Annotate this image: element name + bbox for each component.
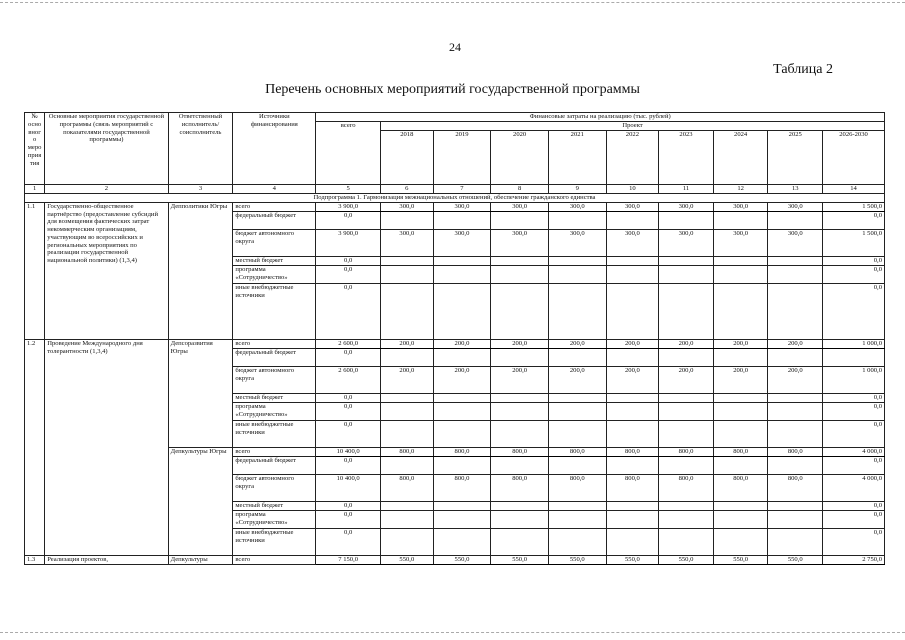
amount-cell: 0,0 bbox=[823, 510, 885, 528]
amount-cell: 800,0 bbox=[659, 474, 714, 501]
source-label: федеральный бюджет bbox=[233, 348, 316, 366]
amount-cell: 800,0 bbox=[659, 447, 714, 456]
header-num: № осно вног о меро прия тия bbox=[25, 113, 45, 185]
amount-cell: 0,0 bbox=[316, 456, 381, 474]
amount-cell: 0,0 bbox=[316, 348, 381, 366]
amount-cell: 0,0 bbox=[823, 393, 885, 402]
header-year: 2022 bbox=[606, 131, 659, 185]
amount-cell: 1 500,0 bbox=[823, 229, 885, 256]
amount-cell: 0,0 bbox=[316, 393, 381, 402]
amount-cell: 300,0 bbox=[491, 229, 549, 256]
amount-cell: 10 400,0 bbox=[316, 474, 381, 501]
amount-cell: 800,0 bbox=[606, 447, 659, 456]
col-number: 6 bbox=[381, 185, 434, 194]
col-number: 9 bbox=[548, 185, 606, 194]
amount-cell: 800,0 bbox=[548, 447, 606, 456]
amount-cell: 300,0 bbox=[433, 229, 491, 256]
amount-cell: 300,0 bbox=[713, 202, 768, 211]
amount-cell: 4 000,0 bbox=[823, 474, 885, 501]
activity-name: Проведение Международного дня толерантности (1,3,4) bbox=[45, 339, 168, 555]
amount-cell: 550,0 bbox=[381, 555, 434, 564]
amount-cell: 300,0 bbox=[768, 202, 823, 211]
amount-cell: 3 900,0 bbox=[316, 229, 381, 256]
amount-cell: 200,0 bbox=[713, 366, 768, 393]
col-number: 3 bbox=[168, 185, 233, 194]
amount-cell: 200,0 bbox=[381, 366, 434, 393]
amount-cell: 200,0 bbox=[548, 366, 606, 393]
amount-cell: 7 150,0 bbox=[316, 555, 381, 564]
source-label: местный бюджет bbox=[233, 256, 316, 265]
source-label: программа «Сотрудничество» bbox=[233, 265, 316, 283]
header-source: Источники финансирования bbox=[233, 113, 316, 185]
amount-cell: 800,0 bbox=[381, 447, 434, 456]
amount-cell: 2 750,0 bbox=[823, 555, 885, 564]
amount-cell: 550,0 bbox=[433, 555, 491, 564]
row-number: 1.3 bbox=[25, 555, 45, 564]
amount-cell: 0,0 bbox=[823, 256, 885, 265]
amount-cell: 0,0 bbox=[316, 528, 381, 555]
col-number: 5 bbox=[316, 185, 381, 194]
activity-name: Государственно-общественное партнёрство (предоставление субсидий для возмещения фактических затрат некоммерческим организациям, участвующим во всероссийских и региональных мероприятиях по реализации государственной национальной политики) (1,3,4) bbox=[45, 202, 168, 339]
amount-cell: 300,0 bbox=[713, 229, 768, 256]
amount-cell: 0,0 bbox=[823, 265, 885, 283]
source-label: местный бюджет bbox=[233, 393, 316, 402]
amount-cell: 200,0 bbox=[768, 366, 823, 393]
source-label: всего bbox=[233, 339, 316, 348]
source-label: местный бюджет bbox=[233, 501, 316, 510]
amount-cell: 550,0 bbox=[713, 555, 768, 564]
amount-cell: 2 600,0 bbox=[316, 366, 381, 393]
header-financing: Финансовые затраты на реализацию (тыс. рублей) bbox=[316, 113, 885, 122]
source-label: иные внебюджетные источники bbox=[233, 420, 316, 447]
amount-cell: 0,0 bbox=[316, 510, 381, 528]
source-label: федеральный бюджет bbox=[233, 456, 316, 474]
source-label: бюджет автономного округа bbox=[233, 474, 316, 501]
amount-cell: 300,0 bbox=[659, 202, 714, 211]
amount-cell: 1 000,0 bbox=[823, 339, 885, 348]
page-bottom-edge bbox=[0, 632, 905, 634]
col-number: 8 bbox=[491, 185, 549, 194]
col-number: 2 bbox=[45, 185, 168, 194]
amount-cell: 200,0 bbox=[606, 366, 659, 393]
amount-cell: 300,0 bbox=[659, 229, 714, 256]
header-year: 2021 bbox=[548, 131, 606, 185]
amount-cell: 0,0 bbox=[316, 501, 381, 510]
amount-cell: 0,0 bbox=[823, 283, 885, 339]
executor-name: Депсоразвития Югры bbox=[168, 339, 233, 447]
source-label: бюджет автономного округа bbox=[233, 366, 316, 393]
amount-cell: 200,0 bbox=[491, 339, 549, 348]
amount-cell: 550,0 bbox=[606, 555, 659, 564]
amount-cell: 300,0 bbox=[548, 229, 606, 256]
table-label: Таблица 2 bbox=[773, 62, 833, 77]
source-label: программа «Сотрудничество» bbox=[233, 510, 316, 528]
header-year: 2023 bbox=[659, 131, 714, 185]
amount-cell: 3 900,0 bbox=[316, 202, 381, 211]
amount-cell: 300,0 bbox=[381, 229, 434, 256]
executor-name: Депкультуры Югры bbox=[168, 447, 233, 555]
amount-cell: 200,0 bbox=[768, 339, 823, 348]
amount-cell: 300,0 bbox=[491, 202, 549, 211]
amount-cell: 0,0 bbox=[316, 402, 381, 420]
amount-cell: 800,0 bbox=[713, 447, 768, 456]
col-number: 4 bbox=[233, 185, 316, 194]
row-number: 1.2 bbox=[25, 339, 45, 555]
col-number: 12 bbox=[713, 185, 768, 194]
amount-cell: 0,0 bbox=[823, 420, 885, 447]
amount-cell: 800,0 bbox=[381, 474, 434, 501]
amount-cell: 800,0 bbox=[433, 474, 491, 501]
amount-cell: 0,0 bbox=[316, 211, 381, 229]
amount-cell: 800,0 bbox=[548, 474, 606, 501]
amount-cell: 0,0 bbox=[823, 456, 885, 474]
source-label: программа «Сотрудничество» bbox=[233, 402, 316, 420]
source-label: всего bbox=[233, 202, 316, 211]
amount-cell: 800,0 bbox=[713, 474, 768, 501]
header-year: 2018 bbox=[381, 131, 434, 185]
amount-cell: 800,0 bbox=[606, 474, 659, 501]
page-top-edge bbox=[0, 2, 905, 4]
col-number: 7 bbox=[433, 185, 491, 194]
amount-cell: 1 500,0 bbox=[823, 202, 885, 211]
header-executor: Ответственный исполнитель/ соисполнитель bbox=[168, 113, 233, 185]
source-label: иные внебюджетные источники bbox=[233, 528, 316, 555]
amount-cell: 200,0 bbox=[548, 339, 606, 348]
source-label: иные внебюджетные источники bbox=[233, 283, 316, 339]
header-activity: Основные мероприятия государственной программы (связь мероприятий с показателями государственной программы) bbox=[45, 113, 168, 185]
amount-cell: 800,0 bbox=[768, 447, 823, 456]
source-label: всего bbox=[233, 555, 316, 564]
subprogram-title: Подпрограмма 1. Гармонизация межнациональных отношений, обеспечение гражданского единства bbox=[25, 193, 885, 202]
header-year: 2025 bbox=[768, 131, 823, 185]
amount-cell: 200,0 bbox=[433, 366, 491, 393]
executor-name: Депкультуры bbox=[168, 555, 233, 564]
amount-cell: 1 000,0 bbox=[823, 366, 885, 393]
amount-cell: 0,0 bbox=[823, 528, 885, 555]
amount-cell: 550,0 bbox=[491, 555, 549, 564]
activity-name: Реализация проектов, bbox=[45, 555, 168, 564]
amount-cell: 0,0 bbox=[823, 402, 885, 420]
amount-cell: 0,0 bbox=[316, 256, 381, 265]
source-label: бюджет автономного округа bbox=[233, 229, 316, 256]
amount-cell: 550,0 bbox=[659, 555, 714, 564]
page-number: 24 bbox=[449, 40, 461, 54]
col-number: 13 bbox=[768, 185, 823, 194]
amount-cell: 300,0 bbox=[433, 202, 491, 211]
source-label: всего bbox=[233, 447, 316, 456]
col-number: 14 bbox=[823, 185, 885, 194]
source-label: федеральный бюджет bbox=[233, 211, 316, 229]
amount-cell: 0,0 bbox=[823, 211, 885, 229]
amount-cell: 550,0 bbox=[768, 555, 823, 564]
col-number: 10 bbox=[606, 185, 659, 194]
page-title: Перечень основных мероприятий государственной программы bbox=[265, 82, 640, 97]
amount-cell: 4 000,0 bbox=[823, 447, 885, 456]
header-year: 2024 bbox=[713, 131, 768, 185]
amount-cell: 0,0 bbox=[823, 501, 885, 510]
header-project: Проект bbox=[381, 122, 885, 131]
col-number: 1 bbox=[25, 185, 45, 194]
header-year: 2020 bbox=[491, 131, 549, 185]
col-number: 11 bbox=[659, 185, 714, 194]
amount-cell: 200,0 bbox=[713, 339, 768, 348]
amount-cell: 300,0 bbox=[606, 202, 659, 211]
amount-cell: 800,0 bbox=[491, 447, 549, 456]
executor-name: Депполитики Югры bbox=[168, 202, 233, 339]
header-year: 2019 bbox=[433, 131, 491, 185]
amount-cell: 200,0 bbox=[491, 366, 549, 393]
row-number: 1.1 bbox=[25, 202, 45, 339]
amount-cell: 550,0 bbox=[548, 555, 606, 564]
activities-table bbox=[24, 112, 885, 565]
amount-cell: 0,0 bbox=[316, 265, 381, 283]
amount-cell: 200,0 bbox=[659, 339, 714, 348]
amount-cell: 300,0 bbox=[381, 202, 434, 211]
amount-cell: 200,0 bbox=[381, 339, 434, 348]
amount-cell: 800,0 bbox=[768, 474, 823, 501]
amount-cell: 800,0 bbox=[491, 474, 549, 501]
amount-cell: 0,0 bbox=[316, 283, 381, 339]
amount-cell: 300,0 bbox=[548, 202, 606, 211]
amount-cell: 800,0 bbox=[433, 447, 491, 456]
header-total: всего bbox=[316, 122, 381, 185]
amount-cell: 0,0 bbox=[316, 420, 381, 447]
amount-cell: 200,0 bbox=[606, 339, 659, 348]
amount-cell: 200,0 bbox=[433, 339, 491, 348]
amount-cell: 10 400,0 bbox=[316, 447, 381, 456]
amount-cell: 2 600,0 bbox=[316, 339, 381, 348]
amount-cell: 300,0 bbox=[606, 229, 659, 256]
amount-cell: 300,0 bbox=[768, 229, 823, 256]
header-year: 2026-2030 bbox=[823, 131, 885, 185]
amount-cell: 200,0 bbox=[659, 366, 714, 393]
